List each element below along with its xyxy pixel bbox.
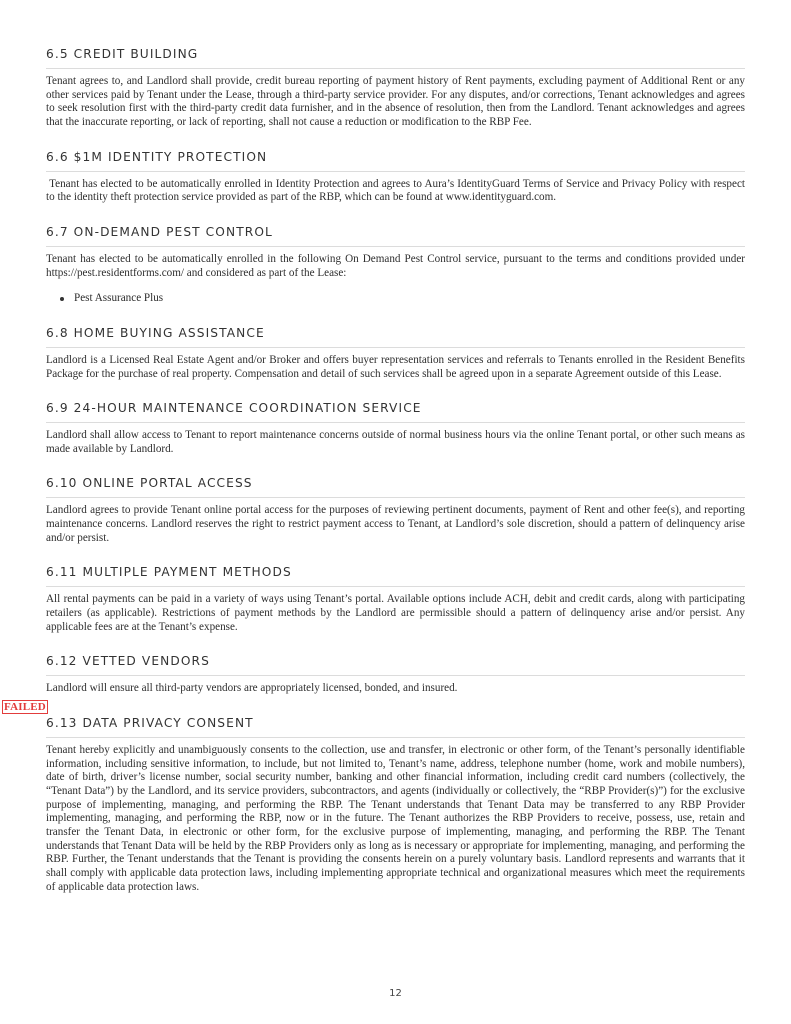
section-body: Tenant agrees to, and Landlord shall provide, credit bureau reporting of payment history of Rent payments, excluding payment of Additional Rent or any other services paid by Tenant under the Lease, through a third-party service provider. For any disputes, and/or corrections, Tenant acknowledges and agrees to seek resolution first with the third-party credit data furnisher, and in the absence of resolution, then from the Landlord. Tenant acknowledges and agrees that the inaccurate reporting, or lack of reporting, shall not cause a reduction or modification to the RBP Fee. [46,75,745,128]
section-heading: 6.13 DATA PRIVACY CONSENT [46,715,745,738]
section-heading: 6.8 HOME BUYING ASSISTANCE [46,325,745,348]
section-body: Landlord will ensure all third-party vendors are appropriately licensed, bonded, and insured. [46,682,458,695]
section-online-portal [46,475,745,545]
section-home-buying [46,325,745,381]
section-credit-building [46,46,745,130]
section-pest-control [46,224,745,306]
section-heading: 6.12 VETTED VENDORS [46,653,745,676]
section-heading: 6.7 ON-DEMAND PEST CONTROL [46,224,745,247]
section-identity-protection [46,149,748,205]
section-maintenance [46,400,745,456]
section-heading: 6.11 MULTIPLE PAYMENT METHODS [46,564,745,587]
section-heading: 6.5 CREDIT BUILDING [46,46,745,69]
document-page [46,46,748,894]
section-heading: 6.9 24-HOUR MAINTENANCE COORDINATION SERVICE [46,400,745,423]
bullet-list [46,292,745,306]
section-body: Tenant hereby explicitly and unambiguously consents to the collection, use and transfer, in electronic or other form, of the Tenant’s personally identifiable information, including sensitive information, to include, but not limited to, Tenant’s name, address, telephone number (home, work and mobile numbers), date of birth, driver’s license number, social security number, banking and other financial information, including credit card numbers (collectively, the “Tenant Data”) by the Landlord, and its service providers, subcontractors, and agents (individually or collectively, the “RBP Provider(s)”) for the exclusive purpose of implementing, managing, and performing the RBP. The Tenant understands that Tenant Data may be transferred to any RBP Provider implementing, managing, and performing the RBP, now or in the future. The Tenant authorizes the RBP Providers to receive, possess, use, retain and transfer the Tenant Data, in electronic or other form, for the exclusive purpose of implementing, managing, and performing the RBP. The Tenant understands that Tenant Data will be held by the RBP Providers only as long as is necessary or appropriate for implementing, managing, and performing the RBP. Further, the Tenant understands that the Tenant is providing the consents herein on a purely voluntary basis. Landlord represents and warrants that it shall comply with applicable data protection laws, including implementing appropriate technical and organizational measures which meet the requirements of applicable data protection laws. [46,744,745,893]
failed-stamp: FAILED [4,701,46,713]
section-vetted-vendors [46,653,745,696]
list-item: Pest Assurance Plus [46,292,745,306]
section-body: Tenant has elected to be automatically enrolled in Identity Protection and agrees to Aura’s IdentityGuard Terms of Service and Privacy Policy with respect to the identity theft protection service provided as part of the RBP, which can be found at www.identityguard.com. [46,177,748,204]
section-body: All rental payments can be paid in a variety of ways using Tenant’s portal. Available options include ACH, debit and credit cards, along with participating retailers (as applicable). Restrictions of payment methods by the Landlord are permissible should a pattern of delinquency arise and/or persist. Any applicable fees are at the Tenant’s expense. [46,593,745,633]
section-body: Landlord shall allow access to Tenant to report maintenance concerns outside of normal business hours via the online Tenant portal, or other such means as made available by Landlord. [46,429,745,455]
section-body: Landlord is a Licensed Real Estate Agent and/or Broker and offers buyer representation services and referrals to Tenants enrolled in the Resident Benefits Package for the purchase of real property. Compensation and detail of such services shall be agreed upon in a separate Agreement outside of this Lease. [46,353,745,380]
section-heading: 6.6 $1M IDENTITY PROTECTION [46,149,745,172]
page-number: 12 [389,988,402,999]
section-body: Landlord agrees to provide Tenant online portal access for the purposes of reviewing pertinent documents, payment of Rent and other fee(s), and reporting maintenance concerns. Landlord reserves the right to restrict payment access to Tenant, at Landlord’s sole discretion, should a pattern of delinquency arise and/or persist. [46,504,745,544]
section-data-privacy [46,715,745,894]
section-body: Tenant has elected to be automatically enrolled in the following On Demand Pest Control service, pursuant to the terms and conditions provided under https://pest.residentforms.com/ and considered as part of the Lease: [46,252,745,279]
section-payment-methods [46,564,745,634]
section-heading: 6.10 ONLINE PORTAL ACCESS [46,475,745,498]
